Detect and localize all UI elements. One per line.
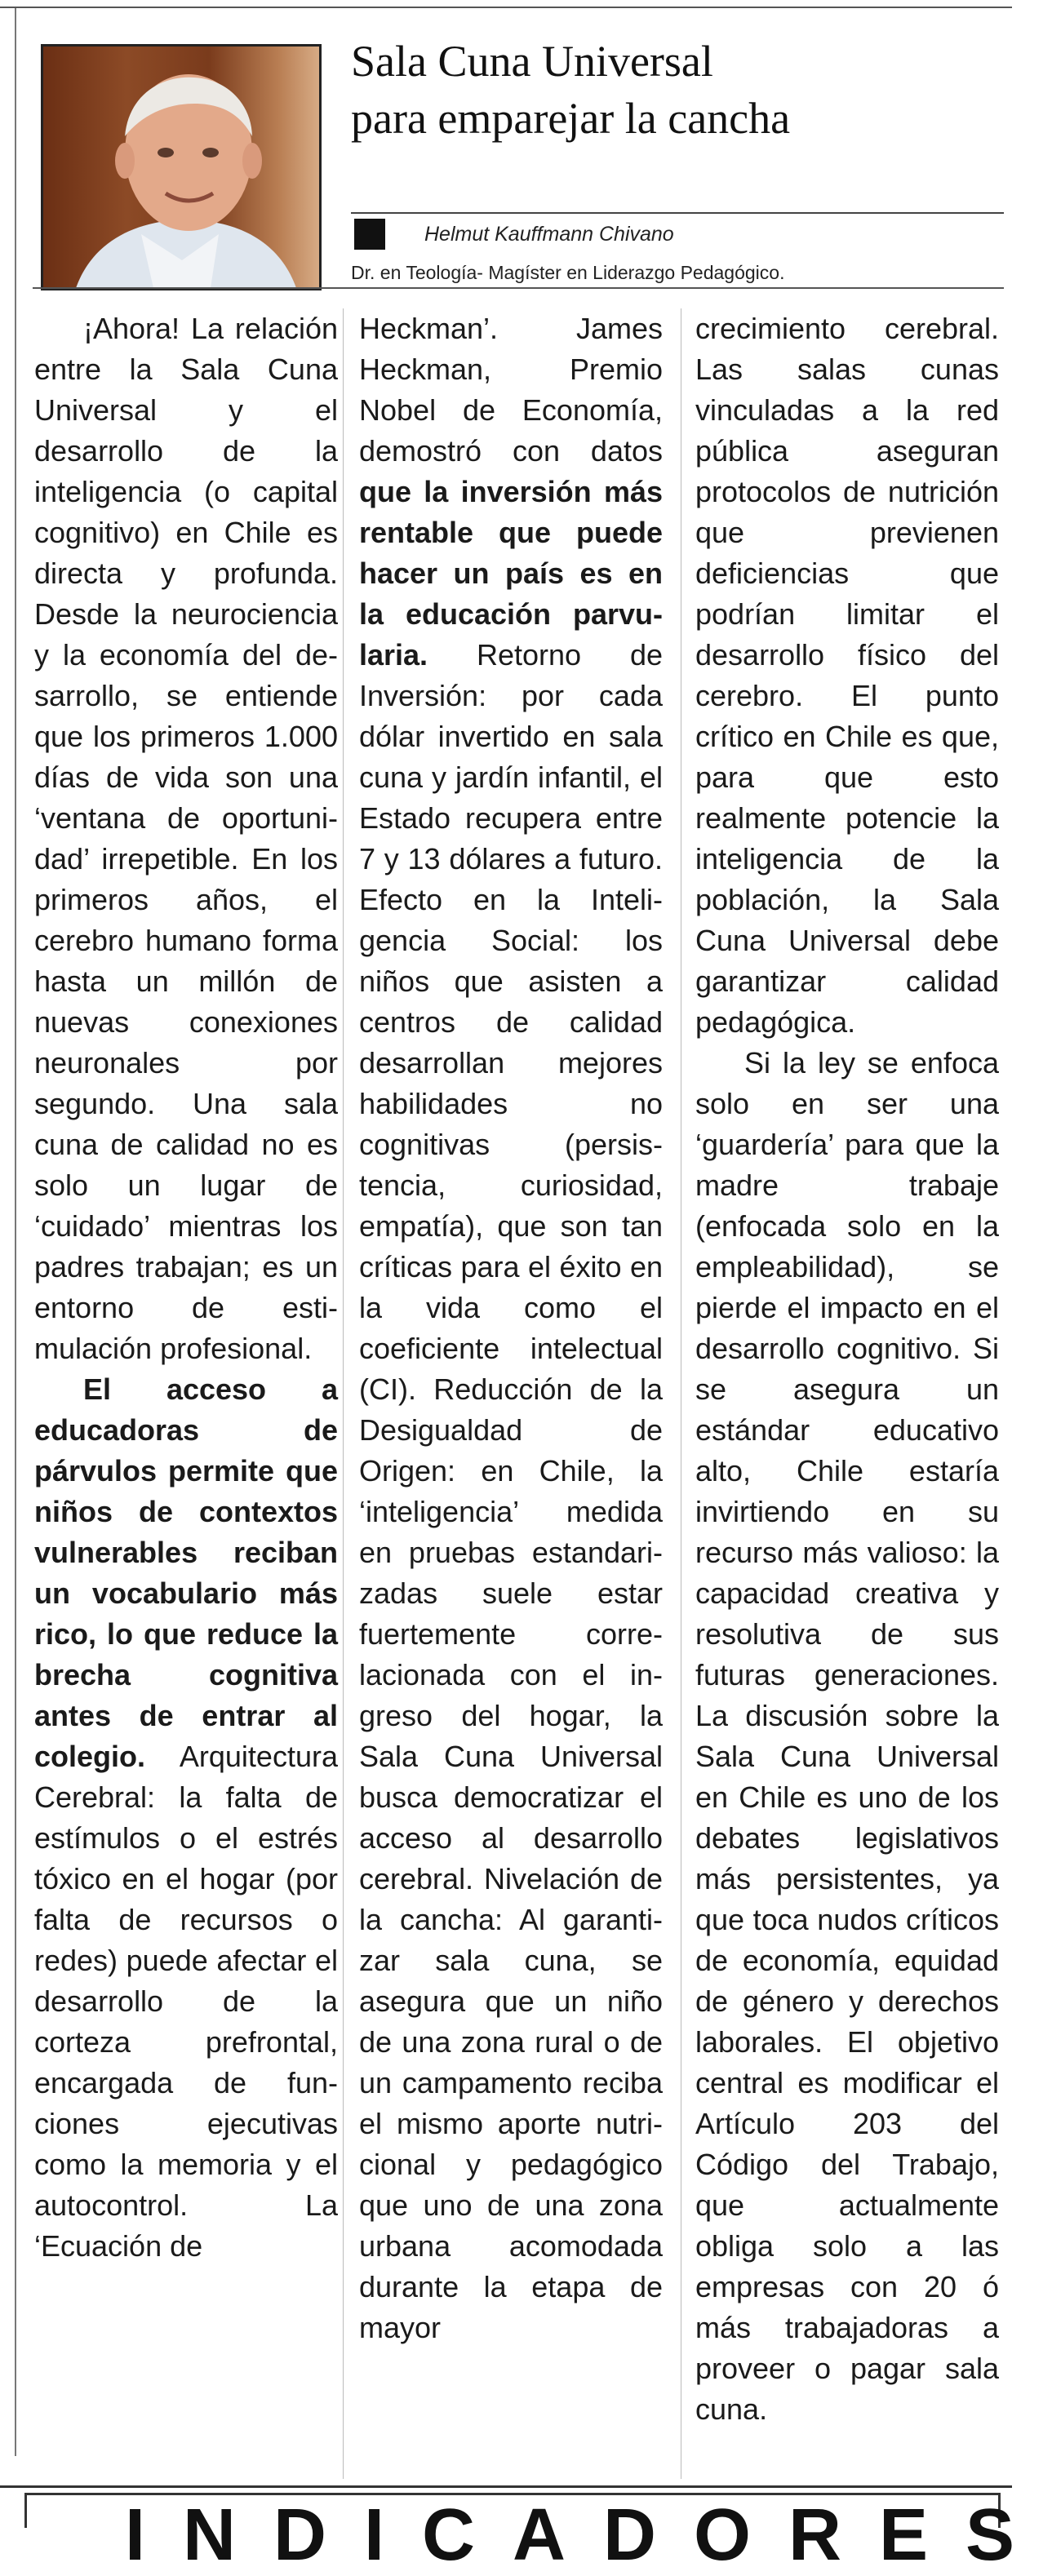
column-divider-1 [343,308,344,2479]
col3-paragraph-2: Si la ley se enfoca solo en ser una ‘guardería’ para que la madre trabaje (enfocada solo en la empleabilidad), se pierde el impacto en el desarrollo cognitivo. Si se asegura un estándar educativo alto, Chile estaría invirtiendo en su recurso más valioso: la capacidad creativa y resolutiva de sus futuras generaciones. La discusión sobre la Sala Cuna Universal en Chile es uno de los debates legislativos más persistentes, ya que toca nudos críticos de economía, equidad de género y derechos laborales. El objetivo central es modificar el Artículo 203 del Código del Trabajo, que actualmente obliga solo a las empresas con 20 ó más trabajadoras a proveer o pagar sala cuna. [695,1046,999,2426]
top-rule [0,7,1012,8]
byline-square-marker [354,219,385,250]
article-title [351,33,996,147]
title-line-2: para emparejar la cancha [351,94,791,143]
author-portrait-illustration [43,47,319,288]
left-rule [15,8,16,2456]
col1-paragraph-1: ¡Ahora! La relación entre la Sala Cuna Universal y el desarrollo de la inteligencia (o capital cognitivo) en Chile es directa y profunda. Desde la neurociencia y la economía del desarrollo, se entiende que los primeros 1.000 días de vida son una ‘ventana de oportunidad’ irrepetible. En los primeros años, el cerebro humano forma hasta un millón de nuevas conexiones neuronales por segundo. Una sala cuna de calidad no es solo un lugar de ‘cuidado’ mientras los padres trabajan; es un entorno de estimulación profesional. [34,312,338,1365]
author-name: Helmut Kauffmann Chivano [424,223,674,246]
col2-paragraph-1 [359,308,663,2348]
bottom-rule [0,2485,1012,2488]
next-section-header [24,2493,1052,2576]
title-block [351,33,996,147]
article-column-1 [34,308,338,2267]
col1-paragraph-2-rest: Arquitectura Cerebral: la falta de estímulos o el estrés tóxico en el hogar (por falta de recursos o redes) puede afectar el desarrollo de la corteza prefrontal, encargada de funciones ejecutivas como la memoria y el autocontrol. La ‘Ecuación de [34,1740,338,2263]
col1-bold-highlight: El acceso a educadoras de párvulos permite que niños de contextos vulnerables reciban un vocabulario más rico, lo que reduce la brecha cognitiva antes de entrar al colegio. [34,1372,338,1773]
author-credentials: Dr. en Teología- Magíster en Liderazgo Pedagógico. [351,262,785,283]
col2-paragraph-1-rest: Retorno de Inversión: por cada dólar invertido en sala cuna y jardín infantil, el Estado recupera entre 7 y 13 dólares a futuro. Efecto en la Inteligencia Social: los niños que asisten a centros de calidad desarrollan mejores habilidades no cognitivas (persistencia, curiosidad, empatía), que son tan críticas para el éxito en la vida como el coeficiente intelectual (CI). Reducción de la Desigualdad de Origen: en Chile, la ‘inteligencia’ medida en pruebas estandarizadas suele estar fuertemente correlacionada con el ingreso del hogar, la Sala Cuna Universal busca democratizar el acceso al desarrollo cerebral. Nivelación de la cancha: Al garantizar sala cuna, se asegura que un niño de una zona rural o de un campamento reciba el mismo aporte nutricional y pedagógico que uno de una zona urbana acomodada durante la etapa de mayor [359,638,663,2344]
article-column-2 [359,308,663,2348]
byline-rule [351,212,1004,214]
header-rule [33,287,1004,289]
next-section-title: INDICADORES [125,2494,1052,2576]
author-photo [41,44,322,290]
col2-bold-highlight: que la inversión más rentable que puede hacer un país es en la educación parvularia. [359,475,663,672]
col3-paragraph-1: crecimiento cerebral. Las salas cunas vinculadas a la red pública aseguran protocolos de nutrición que previenen deficiencias que podrían limitar el desarrollo físico del cerebro. El punto crítico en Chile es que, para que esto realmente potencie la inteligencia de la población, la Sala Cuna Universal debe garantizar calidad pedagógica. [695,312,999,1039]
col2-paragraph-1-start: Heckman’. James Heckman, Premio Nobel de Economía, demostró con datos [359,312,663,468]
col1-paragraph-2 [34,1369,338,2267]
article-column-3 [695,308,999,2430]
article-header [33,33,1004,294]
title-line-1: Sala Cuna Universal [351,37,713,86]
